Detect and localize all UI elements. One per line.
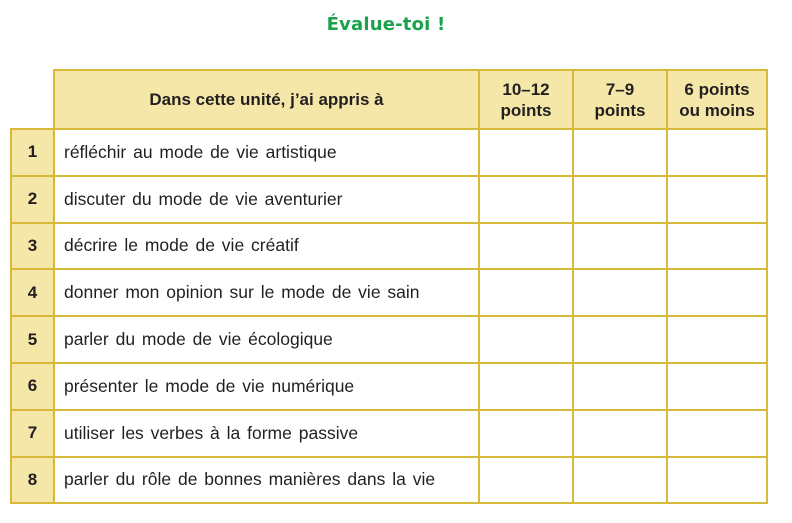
header-empty-corner <box>11 70 54 129</box>
score-cell-10-12[interactable] <box>479 410 573 457</box>
score-cell-6-or-less[interactable] <box>667 457 767 504</box>
row-number: 1 <box>11 129 54 176</box>
score-cell-6-or-less[interactable] <box>667 269 767 316</box>
row-skill-text: réfléchir au mode de vie artistique <box>54 129 479 176</box>
score-cell-7-9[interactable] <box>573 176 667 223</box>
header-6-points-line1: 6 points <box>684 79 750 99</box>
score-cell-7-9[interactable] <box>573 457 667 504</box>
table-row <box>11 457 767 504</box>
score-cell-6-or-less[interactable] <box>667 316 767 363</box>
row-skill-text: discuter du mode de vie aventurier <box>54 176 479 223</box>
score-cell-7-9[interactable] <box>573 223 667 270</box>
header-skill: Dans cette unité, j’ai appris à <box>54 70 479 129</box>
row-skill-text: parler du mode de vie écologique <box>54 316 479 363</box>
row-skill-text: présenter le mode de vie numérique <box>54 363 479 410</box>
header-10-12-points-line1: 10–12 <box>502 79 550 99</box>
score-cell-6-or-less[interactable] <box>667 410 767 457</box>
score-cell-10-12[interactable] <box>479 223 573 270</box>
row-number: 3 <box>11 223 54 270</box>
score-cell-7-9[interactable] <box>573 269 667 316</box>
header-7-9-points-line1: 7–9 <box>605 79 635 99</box>
header-7-9-points-line2: points <box>594 100 646 120</box>
row-number: 2 <box>11 176 54 223</box>
header-7-9-points <box>573 70 667 129</box>
self-evaluation-table <box>10 69 768 504</box>
score-cell-6-or-less[interactable] <box>667 363 767 410</box>
score-cell-10-12[interactable] <box>479 129 573 176</box>
header-10-12-points <box>479 70 573 129</box>
row-number: 4 <box>11 269 54 316</box>
row-skill-text: décrire le mode de vie créatif <box>54 223 479 270</box>
row-skill-text: donner mon opinion sur le mode de vie sain <box>54 269 479 316</box>
table-row <box>11 129 767 176</box>
row-number: 7 <box>11 410 54 457</box>
score-cell-7-9[interactable] <box>573 410 667 457</box>
row-number: 5 <box>11 316 54 363</box>
table-row <box>11 410 767 457</box>
score-cell-6-or-less[interactable] <box>667 176 767 223</box>
score-cell-7-9[interactable] <box>573 363 667 410</box>
row-skill-text: parler du rôle de bonnes manières dans la vie <box>54 457 479 504</box>
header-6-points-line2: ou moins <box>679 100 755 120</box>
row-skill-text: utiliser les verbes à la forme passive <box>54 410 479 457</box>
row-number: 6 <box>11 363 54 410</box>
table-row <box>11 363 767 410</box>
score-cell-10-12[interactable] <box>479 363 573 410</box>
score-cell-6-or-less[interactable] <box>667 129 767 176</box>
header-10-12-points-line2: points <box>500 100 552 120</box>
score-cell-6-or-less[interactable] <box>667 223 767 270</box>
table-row <box>11 316 767 363</box>
table-row <box>11 269 767 316</box>
score-cell-7-9[interactable] <box>573 316 667 363</box>
row-number: 8 <box>11 457 54 504</box>
score-cell-10-12[interactable] <box>479 176 573 223</box>
header-6-points-or-less <box>667 70 767 129</box>
score-cell-7-9[interactable] <box>573 129 667 176</box>
table-header-row <box>11 70 767 129</box>
table-row <box>11 176 767 223</box>
page-title: Évalue-toi ! <box>326 14 446 35</box>
score-cell-10-12[interactable] <box>479 316 573 363</box>
score-cell-10-12[interactable] <box>479 457 573 504</box>
table-row <box>11 223 767 270</box>
score-cell-10-12[interactable] <box>479 269 573 316</box>
